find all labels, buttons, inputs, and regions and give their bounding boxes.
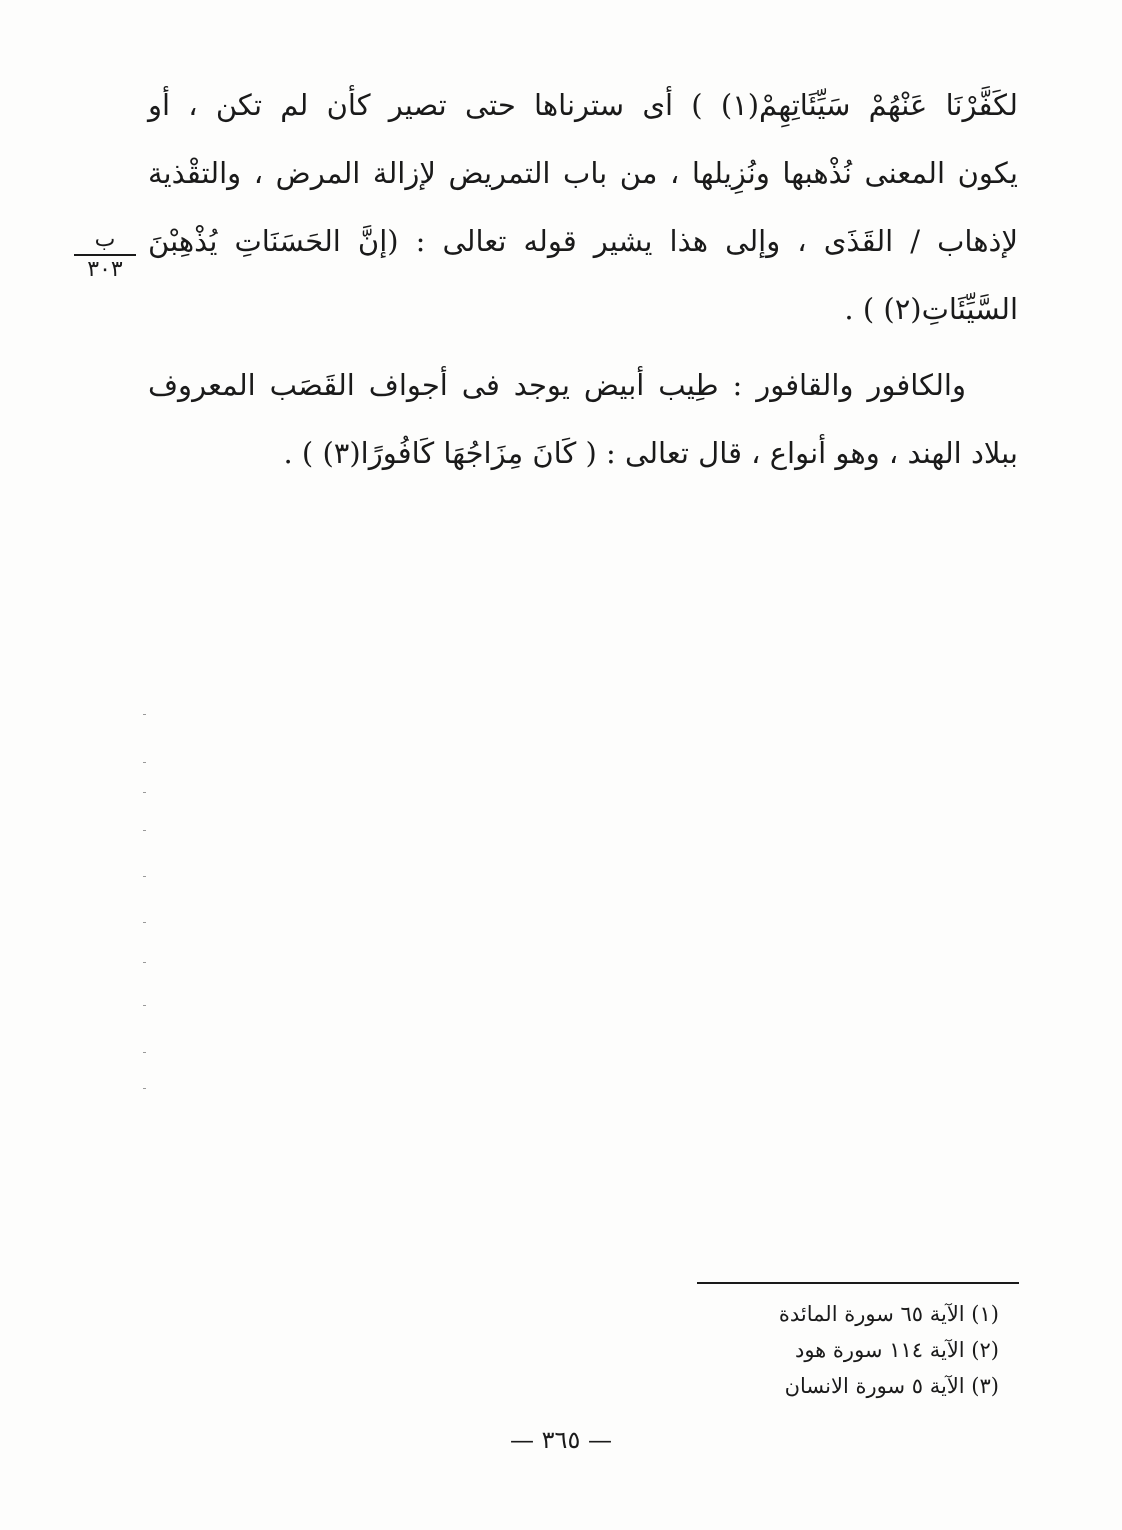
body-text bbox=[148, 88, 1018, 504]
paragraph1-line2: يكون المعنى نُذْهبها ونُزِيلها ، من باب التمريض لإزالة المرض ، والتقْذية bbox=[148, 156, 1018, 190]
footnote-1: (١) الآية ٦٥ سورة المائدة bbox=[778, 1302, 999, 1326]
paragraph1-line4: السَّيِّئَاتِ(٢) ) . bbox=[844, 292, 1018, 326]
paragraph1-line3: لإذهاب / القَذَى ، وإلى هذا يشير قوله تعالى : (إنَّ الحَسَنَاتِ يُذْهِبْنَ bbox=[148, 224, 1018, 258]
footnote-separator bbox=[697, 1282, 1019, 1284]
paragraph2-line2: ببلاد الهند ، وهو أنواع ، قال تعالى : ( كَانَ مِزَاجُهَا كَافُورًا(٣) ) . bbox=[283, 436, 1018, 470]
paragraph2-line1: والكافور والقافور : طِيب أبيض يوجد فى أجواف القَصَب المعروف bbox=[148, 368, 966, 402]
folio-number: ٣٠٣ bbox=[87, 257, 123, 282]
footnotes bbox=[697, 1296, 999, 1404]
scan-artifact-dots bbox=[143, 700, 147, 1100]
paragraph-gap bbox=[148, 360, 1018, 368]
footnote-2: (٢) الآية ١١٤ سورة هود bbox=[794, 1338, 999, 1362]
folio-side: ب bbox=[74, 228, 136, 256]
paragraph1-line1: لكَفَّرْنَا عَنْهُمْ سَيِّئَاتِهِمْ(١) ) أى سترناها حتى تصير كأن لم تكن ، أو bbox=[148, 88, 1018, 122]
manuscript-folio-note bbox=[74, 228, 136, 282]
footnote-3: (٣) الآية ٥ سورة الانسان bbox=[784, 1374, 999, 1398]
page-number: — ٣٦٥ — bbox=[510, 1426, 612, 1454]
